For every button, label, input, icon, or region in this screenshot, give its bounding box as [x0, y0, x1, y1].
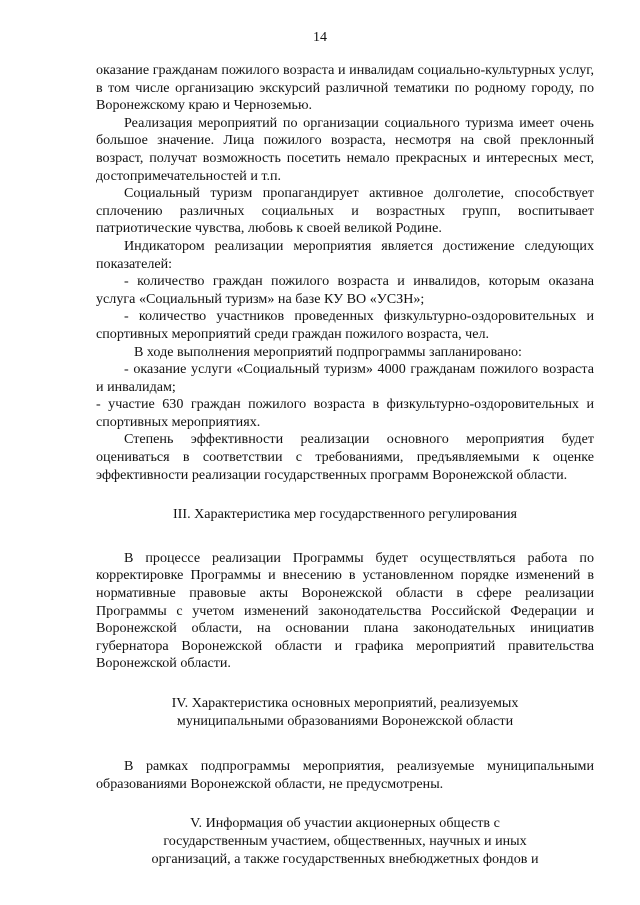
- section-5-heading-line2: государственным участием, общественных, научных и иных: [163, 832, 527, 849]
- section-4-heading-line2: муниципальными образованиями Воронежской области: [176, 712, 514, 729]
- section-5-heading-line3: организаций, а также государственных внебюджетных фондов и: [151, 850, 539, 867]
- document-body: [96, 62, 594, 868]
- paragraph-indicator-2: - количество участников проведенных физкультурно-оздоровительных и спортивных мероприятий среди граждан пожилого возраста, чел.: [96, 308, 594, 342]
- section-3-text: В процессе реализации Программы будет осуществляться работа по корректировке Программы и внесению в установленном порядке изменений в нормативные правовые акты Воронежской области в сфере реализации Программы с учетом изменений законодательства Российской Федерации и Воронежской области, на основании плана законодательных инициатив губернатора Воронежской области и графика мероприятий правительства Воронежской области.: [96, 549, 594, 672]
- paragraph-efficiency: Степень эффективности реализации основного мероприятия будет оцениваться в соответствии с требованиями, предъявляемыми к оценке эффективности реализации государственных программ Воронежской области.: [96, 431, 594, 483]
- page-number: 14: [313, 30, 327, 45]
- paragraph-planned-1: - оказание услуги «Социальный туризм» 4000 гражданам пожилого возраста и инвалидам;: [96, 361, 594, 395]
- paragraph-services: оказание гражданам пожилого возраста и инвалидам социально-культурных услуг, в том числе организацию экскурсий различной тематики по родному городу, по Воронежскому краю и Черноземью.: [96, 62, 594, 114]
- section-5-heading-line1: V. Информация об участии акционерных обществ с: [190, 815, 500, 832]
- section-4-text: В рамках подпрограммы мероприятия, реализуемые муниципальными образованиями Воронежской области, не предусмотрены.: [96, 758, 594, 792]
- paragraph-social-tourism-longevity: Социальный туризм пропагандирует активное долголетие, способствует сплочению различных социальных и возрастных групп, воспитывает патриотические чувства, любовь к своей великой Родине.: [96, 185, 594, 237]
- paragraph-social-tourism-importance: Реализация мероприятий по организации социального туризма имеет очень большое значение. Лица пожилого возраста, несмотря на свой преклонный возраст, получат возможность посетить немало прекрасных и интересных мест, достопримечательностей и т.п.: [96, 114, 594, 184]
- paragraph-indicator-intro: Индикатором реализации мероприятия является достижение следующих показателей:: [96, 237, 594, 272]
- section-3-heading: III. Характеристика мер государственного регулирования: [172, 506, 518, 523]
- paragraph-indicator-1: - количество граждан пожилого возраста и инвалидов, которым оказана услуга «Социальный туризм» на базе КУ ВО «УСЗН»;: [96, 273, 594, 307]
- paragraph-planned-intro: В ходе выполнения мероприятий подпрограммы запланировано:: [134, 343, 522, 360]
- section-4-heading-line1: IV. Характеристика основных мероприятий, реализуемых: [171, 695, 519, 711]
- paragraph-planned-2: - участие 630 граждан пожилого возраста в физкультурно-оздоровительных и спортивных мероприятиях.: [96, 396, 594, 430]
